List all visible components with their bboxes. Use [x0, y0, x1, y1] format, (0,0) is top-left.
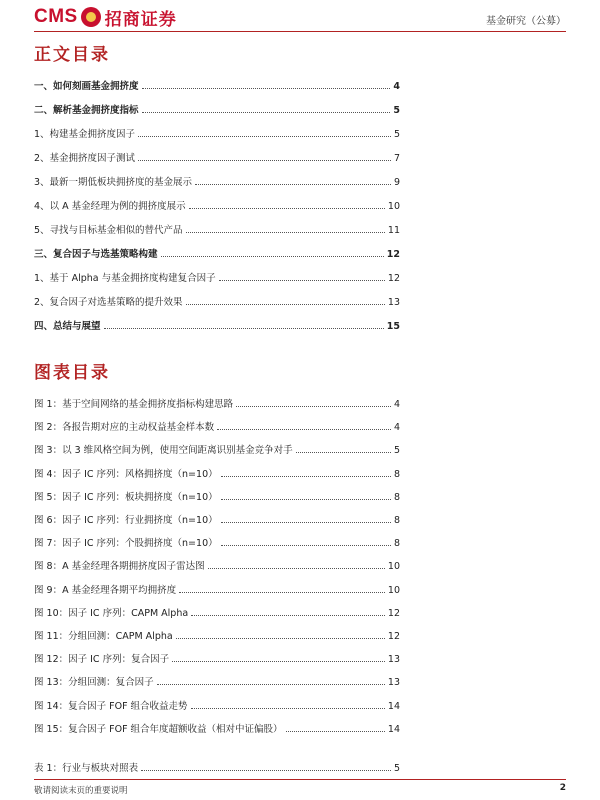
leader-dots [176, 638, 385, 639]
figure-item-page: 5 [393, 445, 400, 457]
logo-cn-text: 招商证券 [104, 9, 177, 30]
toc-item-title: 二、解析基金拥挤度指标 [34, 105, 139, 116]
figure-item-page: 14 [387, 700, 400, 712]
leader-dots [221, 522, 391, 523]
figure-item-row[interactable] [34, 394, 400, 410]
figure-item-row[interactable] [34, 510, 400, 526]
logo-emblem-icon [81, 7, 101, 27]
figure-item-title: 图 4：因子 IC 序列：风格拥挤度（n=10） [34, 468, 218, 480]
figure-item-title: 图 15：复合因子 FOF 组合年度超额收益（相对中证偏股） [34, 723, 283, 735]
figure-item-row[interactable] [34, 417, 400, 433]
leader-dots [191, 615, 385, 616]
toc-item-title: 三、复合因子与选基策略构建 [34, 249, 158, 260]
toc-item-row[interactable] [34, 148, 400, 164]
toc-item-title: 2、基金拥挤度因子测试 [34, 153, 136, 164]
toc-item-row[interactable] [34, 292, 400, 308]
figure-item-row[interactable] [34, 580, 400, 596]
toc-item-title: 1、基于 Alpha 与基金拥挤度构建复合因子 [34, 273, 216, 284]
leader-dots [221, 499, 391, 500]
leader-dots [219, 280, 385, 281]
figure-item-title: 图 14：复合因子 FOF 组合收益走势 [34, 700, 188, 712]
leader-dots [142, 112, 391, 113]
leader-dots [195, 184, 391, 185]
figure-item-row[interactable] [34, 556, 400, 572]
toc-item-title: 四、总结与展望 [34, 321, 101, 332]
toc-item-page: 5 [393, 105, 400, 116]
toc-item-page: 10 [387, 201, 400, 212]
table-item-page: 5 [393, 763, 400, 774]
toc-item-title: 2、复合因子对选基策略的提升效果 [34, 297, 183, 308]
figures-title: 图表目录 [34, 363, 110, 383]
figure-item-page: 8 [393, 538, 400, 550]
figure-item-page: 14 [387, 723, 400, 735]
page-header [0, 0, 600, 36]
figure-item-page: 13 [387, 654, 400, 666]
figure-item-title: 图 3：以 3 维风格空间为例，使用空间距离识别基金竞争对手 [34, 445, 293, 457]
toc-item-page: 4 [393, 81, 400, 92]
figure-item-title: 图 13：分组回测：复合因子 [34, 677, 154, 689]
figure-item-title: 图 1：基于空间网络的基金拥挤度指标构建思路 [34, 399, 234, 410]
figure-item-title: 图 2：各报告期对应的主动权益基金样本数 [34, 422, 215, 434]
figure-item-title: 图 11：分组回测：CAPM Alpha [34, 631, 173, 642]
figure-item-page: 8 [393, 515, 400, 526]
leader-dots [104, 328, 384, 329]
leader-dots [236, 406, 391, 407]
toc-item-row[interactable] [34, 124, 400, 140]
figure-item-row[interactable] [34, 696, 400, 712]
toc-item-title: 1、构建基金拥挤度因子 [34, 129, 136, 140]
figure-item-page: 8 [393, 468, 400, 480]
toc-item-page: 11 [387, 225, 400, 236]
figure-item-row[interactable] [34, 440, 400, 456]
leader-dots [186, 232, 385, 233]
figure-item-row[interactable] [34, 649, 400, 665]
figure-item-page: 8 [393, 491, 400, 503]
toc-item-page: 9 [393, 177, 400, 188]
leader-dots [142, 88, 391, 89]
toc-item-page: 12 [386, 249, 400, 260]
toc-item-row[interactable] [34, 244, 400, 260]
toc-item-row[interactable] [34, 172, 400, 188]
leader-dots [186, 304, 385, 305]
figure-item-title: 图 10：因子 IC 序列：CAPM Alpha [34, 607, 189, 619]
figure-item-page: 13 [387, 677, 400, 689]
figure-item-title: 图 5：因子 IC 序列：板块拥挤度（n=10） [34, 491, 218, 503]
leader-dots [208, 568, 385, 569]
toc-item-title: 3、最新一期低板块拥挤度的基金展示 [34, 177, 193, 188]
figure-item-title: 图 9：A 基金经理各期平均拥挤度 [34, 584, 177, 596]
leader-dots [172, 661, 385, 662]
leader-dots [221, 545, 391, 546]
figure-item-page: 4 [393, 422, 400, 434]
figure-item-row[interactable] [34, 603, 400, 619]
table-item-title: 表 1：行业与板块对照表 [34, 763, 139, 774]
toc-item-page: 12 [387, 273, 400, 284]
toc-item-page: 7 [393, 153, 400, 164]
footer-divider [34, 779, 566, 780]
figure-item-page: 10 [387, 561, 400, 573]
page-number: 2 [559, 783, 566, 793]
figure-item-row[interactable] [34, 626, 400, 642]
toc-title: 正文目录 [34, 45, 110, 65]
leader-dots [161, 256, 384, 257]
figure-item-title: 图 6：因子 IC 序列：行业拥挤度（n=10） [34, 515, 218, 526]
figure-item-page: 4 [393, 399, 400, 410]
toc-item-title: 4、以 A 基金经理为例的拥挤度展示 [34, 201, 186, 212]
toc-item-title: 5、寻找与目标基金相似的替代产品 [34, 225, 183, 236]
toc-item-row[interactable] [34, 76, 400, 92]
leader-dots [189, 208, 385, 209]
toc-item-row[interactable] [34, 196, 400, 212]
document-type: 基金研究（公募） [486, 16, 566, 27]
company-logo [34, 5, 177, 29]
toc-item-row[interactable] [34, 268, 400, 284]
leader-dots [157, 684, 385, 685]
toc-item-row[interactable] [34, 316, 400, 332]
figure-item-row[interactable] [34, 719, 400, 735]
figure-item-title: 图 8：A 基金经理各期拥挤度因子雷达图 [34, 561, 205, 573]
figure-item-page: 12 [387, 607, 400, 619]
toc-item-row[interactable] [34, 220, 400, 236]
leader-dots [221, 476, 391, 477]
leader-dots [217, 429, 391, 430]
toc-item-page: 15 [386, 321, 400, 332]
header-divider [34, 31, 566, 32]
figure-item-row[interactable] [34, 672, 400, 688]
leader-dots [191, 708, 385, 709]
toc-item-row[interactable] [34, 100, 400, 116]
leader-dots [141, 770, 391, 771]
leader-dots [296, 452, 391, 453]
leader-dots [179, 592, 385, 593]
toc-item-title: 一、如何刻画基金拥挤度 [34, 81, 139, 92]
toc-item-page: 5 [393, 129, 400, 140]
figure-item-row[interactable] [34, 487, 400, 503]
figure-item-page: 12 [387, 631, 400, 642]
leader-dots [138, 136, 391, 137]
footer-disclaimer: 敬请阅读末页的重要说明 [34, 786, 128, 796]
figure-item-row[interactable] [34, 533, 400, 549]
figure-item-title: 图 12：因子 IC 序列：复合因子 [34, 654, 170, 666]
leader-dots [286, 731, 385, 732]
table-item-row[interactable] [34, 758, 400, 774]
leader-dots [138, 160, 391, 161]
figure-item-page: 10 [387, 584, 400, 596]
figure-item-title: 图 7：因子 IC 序列：个股拥挤度（n=10） [34, 538, 218, 550]
toc-item-page: 13 [387, 297, 400, 308]
logo-cms-text: CMS [34, 6, 78, 27]
figure-item-row[interactable] [34, 464, 400, 480]
